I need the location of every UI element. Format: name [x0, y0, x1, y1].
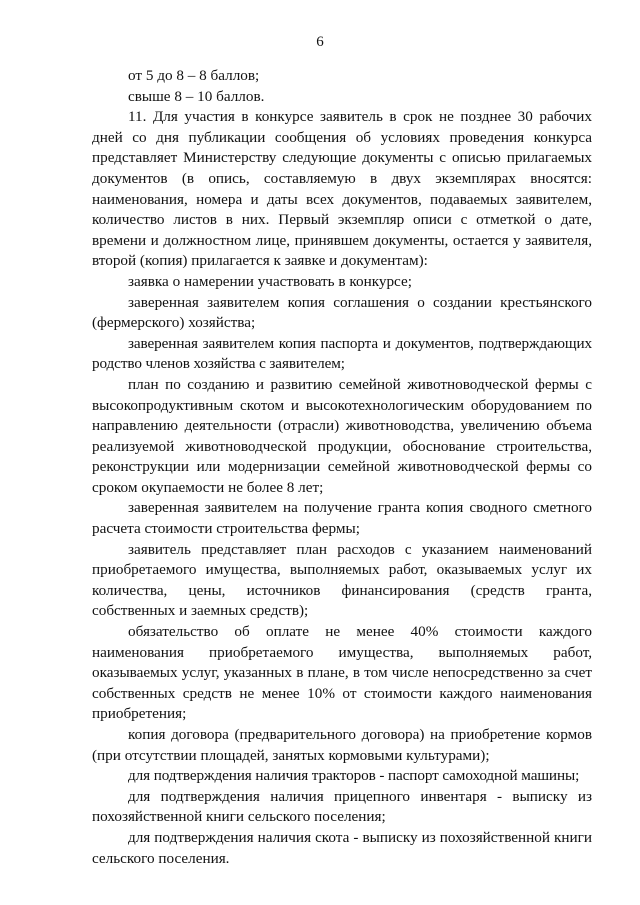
document-body: [92, 66, 592, 869]
list-item-application: заявка о намерении участвовать в конкурсе;: [128, 272, 412, 290]
list-item-payment-obligation: обязательство об оплате не менее 40% стоимости каждого наименования приобретаемого имущества, выполняемых работ, оказываемых услуг, указанных в плане, в том числе непосредственно за счет собственных средств не менее 10% от стоимости каждого наименования приобретения;: [92, 623, 592, 723]
list-item-feed-contract: копия договора (предварительного договора) на приобретение кормов (при отсутствии площадей, занятых кормовыми культурами);: [92, 726, 592, 764]
list-item-passport-copy: заверенная заявителем копия паспорта и документов, подтверждающих родство членов хозяйства с заявителем;: [92, 334, 592, 373]
paragraph-score-5-8: от 5 до 8 – 8 баллов;: [128, 67, 260, 84]
paragraph-section-11: 11. Для участия в конкурсе заявитель в срок не позднее 30 рабочих дней со дня публикации сообщения об условиях проведения конкурса представляет Министерству следующие документы с описью прилагаемых документов (в опись, составляемую в двух экземплярах вносятся: наименования, номера и даты всех документов, подаваемых заявителем, количество листов в них. Первый экземпляр описи с отметкой о дате, времени и должностном лице, принявшем документы, остается у заявителя, второй (копия) прилагается к заявке и документам):: [92, 108, 592, 270]
list-item-expense-plan: заявитель представляет план расходов с указанием наименований приобретаемого имущества, выполняемых работ, оказываемых услуг их количества, цены, источников финансирования (средств гранта, собственных и заемных средств);: [92, 540, 592, 620]
list-item-tractors: для подтверждения наличия тракторов - паспорт самоходной машины;: [128, 767, 580, 785]
list-item-farm-plan: план по созданию и развитию семейной животноводческой фермы с высокопродуктивным скотом и высокотехнологическим оборудованием по направлению деятельности (отрасли) животноводства, увеличению объема реализуемой животноводческой продукции, обоснование строительства, реконструкции или модернизации семейной животноводческой фермы со сроком окупаемости не более 8 лет;: [92, 375, 592, 496]
list-item-estimate-copy: заверенная заявителем на получение гранта копия сводного сметного расчета стоимости строительства фермы;: [92, 499, 592, 538]
page-number: 6: [316, 34, 324, 50]
list-item-trailer-equipment: для подтверждения наличия прицепного инвентаря - выписку из похозяйственной книги сельского поселения;: [92, 787, 592, 826]
list-item-livestock: для подтверждения наличия скота - выписку из похозяйственной книги сельского поселения.: [92, 828, 592, 867]
list-item-farm-agreement: заверенная заявителем копия соглашения о создании крестьянского (фермерского) хозяйства;: [92, 293, 592, 332]
paragraph-score-above-8: свыше 8 – 10 баллов.: [128, 87, 265, 105]
